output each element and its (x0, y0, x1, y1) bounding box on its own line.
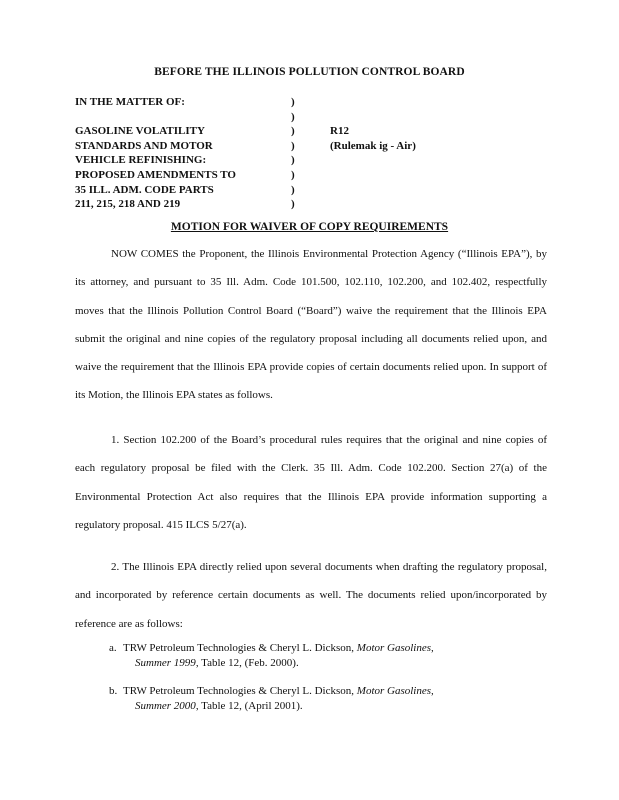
reference-title-cont: Summer 1999 (135, 656, 196, 669)
reference-text (123, 684, 523, 713)
caption-left: VEHICLE REFINISHING: (75, 154, 207, 167)
paragraph-1 (75, 426, 547, 539)
document-heading: BEFORE THE ILLINOIS POLLUTION CONTROL BOARD (154, 66, 465, 78)
caption-left: 35 ILL. ADM. CODE PARTS (75, 183, 214, 196)
caption-paren: ) (291, 154, 295, 167)
motion-title: MOTION FOR WAIVER OF COPY REQUIREMENTS (170, 221, 449, 233)
paragraph-2 (75, 553, 547, 638)
reference-details: , Table 12, (April 2001). (195, 699, 303, 712)
reference-line-2 (123, 656, 523, 671)
caption-paren: ) (291, 125, 295, 138)
caption-paren: ) (291, 183, 295, 196)
reference-label: b. (109, 685, 118, 697)
caption-left: IN THE MATTER OF: (75, 96, 185, 108)
caption-left: STANDARDS AND MOTOR (75, 139, 213, 152)
reference-title: Motor Gasolines, (356, 685, 434, 697)
paragraph-2-text: 2. The Illinois EPA directly relied upon several documents when drafting the regulatory proposal, and incorporated by reference certain documents as well. The documents relied upon/incorporated by reference are as follows: (75, 561, 547, 630)
intro-paragraph (75, 240, 547, 410)
reference-authors: TRW Petroleum Technologies & Cheryl L. Dickson, (123, 642, 357, 654)
reference-title-cont: Summer 2000 (135, 699, 196, 712)
caption-left: GASOLINE VOLATILITY (75, 125, 205, 138)
caption-paren: ) (291, 198, 295, 211)
reference-authors: TRW Petroleum Technologies & Cheryl L. Dickson, (123, 685, 357, 697)
caption-paren: ) (291, 139, 295, 152)
reference-details: , Table 12, (Feb. 2000). (195, 656, 299, 669)
docket-number: R12 (330, 125, 349, 138)
caption-paren: ) (291, 96, 295, 108)
intro-paragraph-text: NOW COMES the Proponent, the Illinois Environmental Protection Agency (“Illinois EPA”), by its attorney, and pursuant to 35 Ill. Adm. Code 101.500, 102.110, 102.200, and 102.402, respectfully moves that the Illinois Pollution Control Board (“Board”) waive the requirement that the Illinois EPA submit the original and nine copies of the regulatory proposal including all documents relied upon, and waive the requirement that the Illinois EPA provide copies of certain documents relied upon. In support of its Motion, the Illinois EPA states as follows. (75, 248, 547, 402)
proceeding-type: (Rulemak ig - Air) (330, 139, 416, 152)
reference-label: a. (109, 642, 117, 654)
reference-text (123, 641, 523, 670)
reference-line-2 (123, 699, 523, 714)
caption-left: 211, 215, 218 AND 219 (75, 198, 181, 211)
caption-paren: ) (291, 110, 295, 123)
paragraph-1-text: 1. Section 102.200 of the Board’s procedural rules requires that the original and nine copies of each regulatory proposal be filed with the Clerk. 35 Ill. Adm. Code 102.200. Section 27(a) of the Environmental Protection Act also requires that the Illinois EPA provide information supporting a regulatory proposal. 415 ILCS 5/27(a). (75, 434, 547, 531)
caption-left: PROPOSED AMENDMENTS TO (75, 168, 236, 181)
caption-paren: ) (291, 168, 295, 181)
reference-title: Motor Gasolines, (356, 642, 434, 654)
